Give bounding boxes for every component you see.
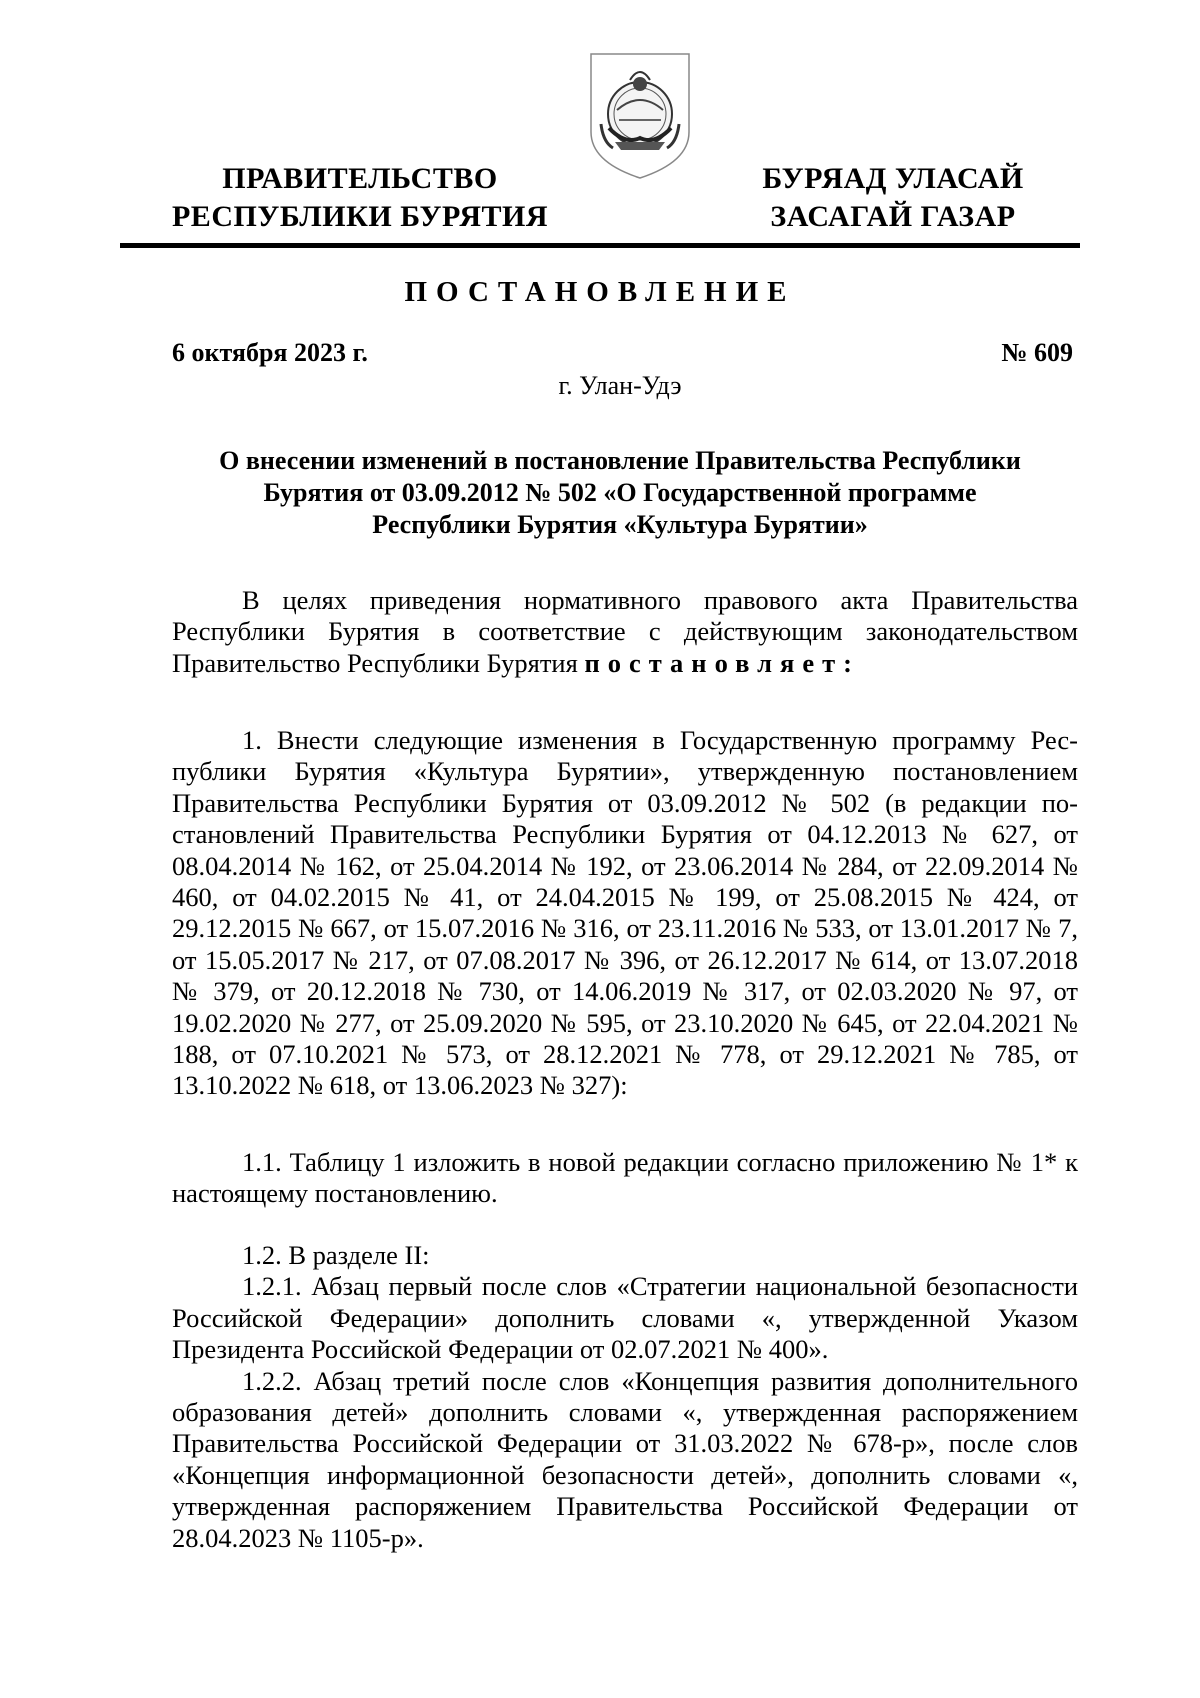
item-1-2-2-text: 1.2.2. Абзац третий после слов «Концепция развития дополнительного образования детей» дополнить словами «, утвержденная распоряжением Правительства Российской Федерации от 31.03.2022 № 678-р», после слов «Концепция информационной безопасности детей», дополнить словами «, утвержденная распоряжением Правительства Российской Федерации от 28.04.2023 № 1105-р».: [172, 1365, 1078, 1553]
document-title: [165, 445, 1075, 541]
preamble-text: В целях приведения нормативного правового акта Правительства Республики Бурятия в соответствие с действующим законодательством Правительство Республики Бурятия: [172, 585, 1078, 678]
item-1-text: 1. Внести следующие изменения в Государственную программу Республики Бурятия «Культура Бурятии», утвержденную постановлением Правительства Республики Бурятия от 03.09.2012 № 502 (в редакции постановлений Правительства Республики Бурятия от 04.12.2013 № 627, от 08.04.2014 № 162, от 25.04.2014 № 192, от 23.06.2014 № 284, от 22.09.2014 № 460, от 04.02.2015 № 41, от 24.04.2015 № 199, от 25.08.2015 № 424, от 29.12.2015 № 667, от 15.07.2016 № 316, от 23.11.2016 № 533, от 13.01.2017 № 7, от 15.05.2017 № 217, от 07.08.2017 № 396, от 26.12.2017 № 614, от 13.07.2018 № 379, от 20.12.2018 № 730, от 14.06.2019 № 317, от 02.03.2020 № 97, от 19.02.2020 № 277, от 25.09.2020 № 595, от 23.10.2020 № 645, от 22.04.2021 № 188, от 07.10.2021 № 573, от 28.12.2021 № 778, от 29.12.2021 № 785, от 13.10.2022 № 618, от 13.06.2023 № 327):: [172, 725, 1078, 1101]
issuer-line-2-buryat: ЗАСАГАЙ ГАЗАР: [770, 200, 1016, 233]
title-line-2: Бурятия от 03.09.2012 № 502 «О Государственной программе: [263, 478, 977, 507]
preamble-paragraph: [172, 585, 1078, 679]
issuer-line-1: ПРАВИТЕЛЬСТВО: [222, 162, 498, 195]
item-1-1-text: 1.1. Таблицу 1 изложить в новой редакции согласно приложению № 1* к настоящему постановлению.: [172, 1147, 1078, 1209]
item-1-2-1-text: 1.2.1. Абзац первый после слов «Стратегии национальной безопасности Российской Федерации» дополнить словами «, утвержденной Указом Президента Российской Федерации от 02.07.2021 № 400».: [172, 1271, 1078, 1365]
issuer-name-russian: [170, 160, 550, 236]
issuer-name-buryat: [748, 160, 1038, 236]
document-city: г. Улан-Удэ: [558, 371, 682, 400]
item-1-paragraph: [172, 725, 1078, 1102]
title-line-3: Республики Бурятия «Культура Бурятии»: [372, 510, 868, 539]
item-1-2-section: [172, 1240, 1078, 1554]
item-1-1-paragraph: [172, 1147, 1078, 1210]
document-number: № 609: [1001, 338, 1073, 367]
title-line-1: О внесении изменений в постановление Правительства Республики: [219, 446, 1021, 475]
header-divider: [120, 243, 1080, 248]
issuer-line-1-buryat: БУРЯАД УЛАСАЙ: [762, 162, 1024, 195]
resolves-word: постановляет:: [584, 647, 860, 678]
document-date: 6 октября 2023 г.: [172, 338, 368, 367]
coat-of-arms-icon: [585, 50, 695, 182]
issuer-line-2: РЕСПУБЛИКИ БУРЯТИЯ: [171, 200, 549, 233]
item-1-2-text: 1.2. В разделе II:: [242, 1240, 430, 1270]
document-type: ПОСТАНОВЛЕНИЕ: [404, 276, 796, 308]
